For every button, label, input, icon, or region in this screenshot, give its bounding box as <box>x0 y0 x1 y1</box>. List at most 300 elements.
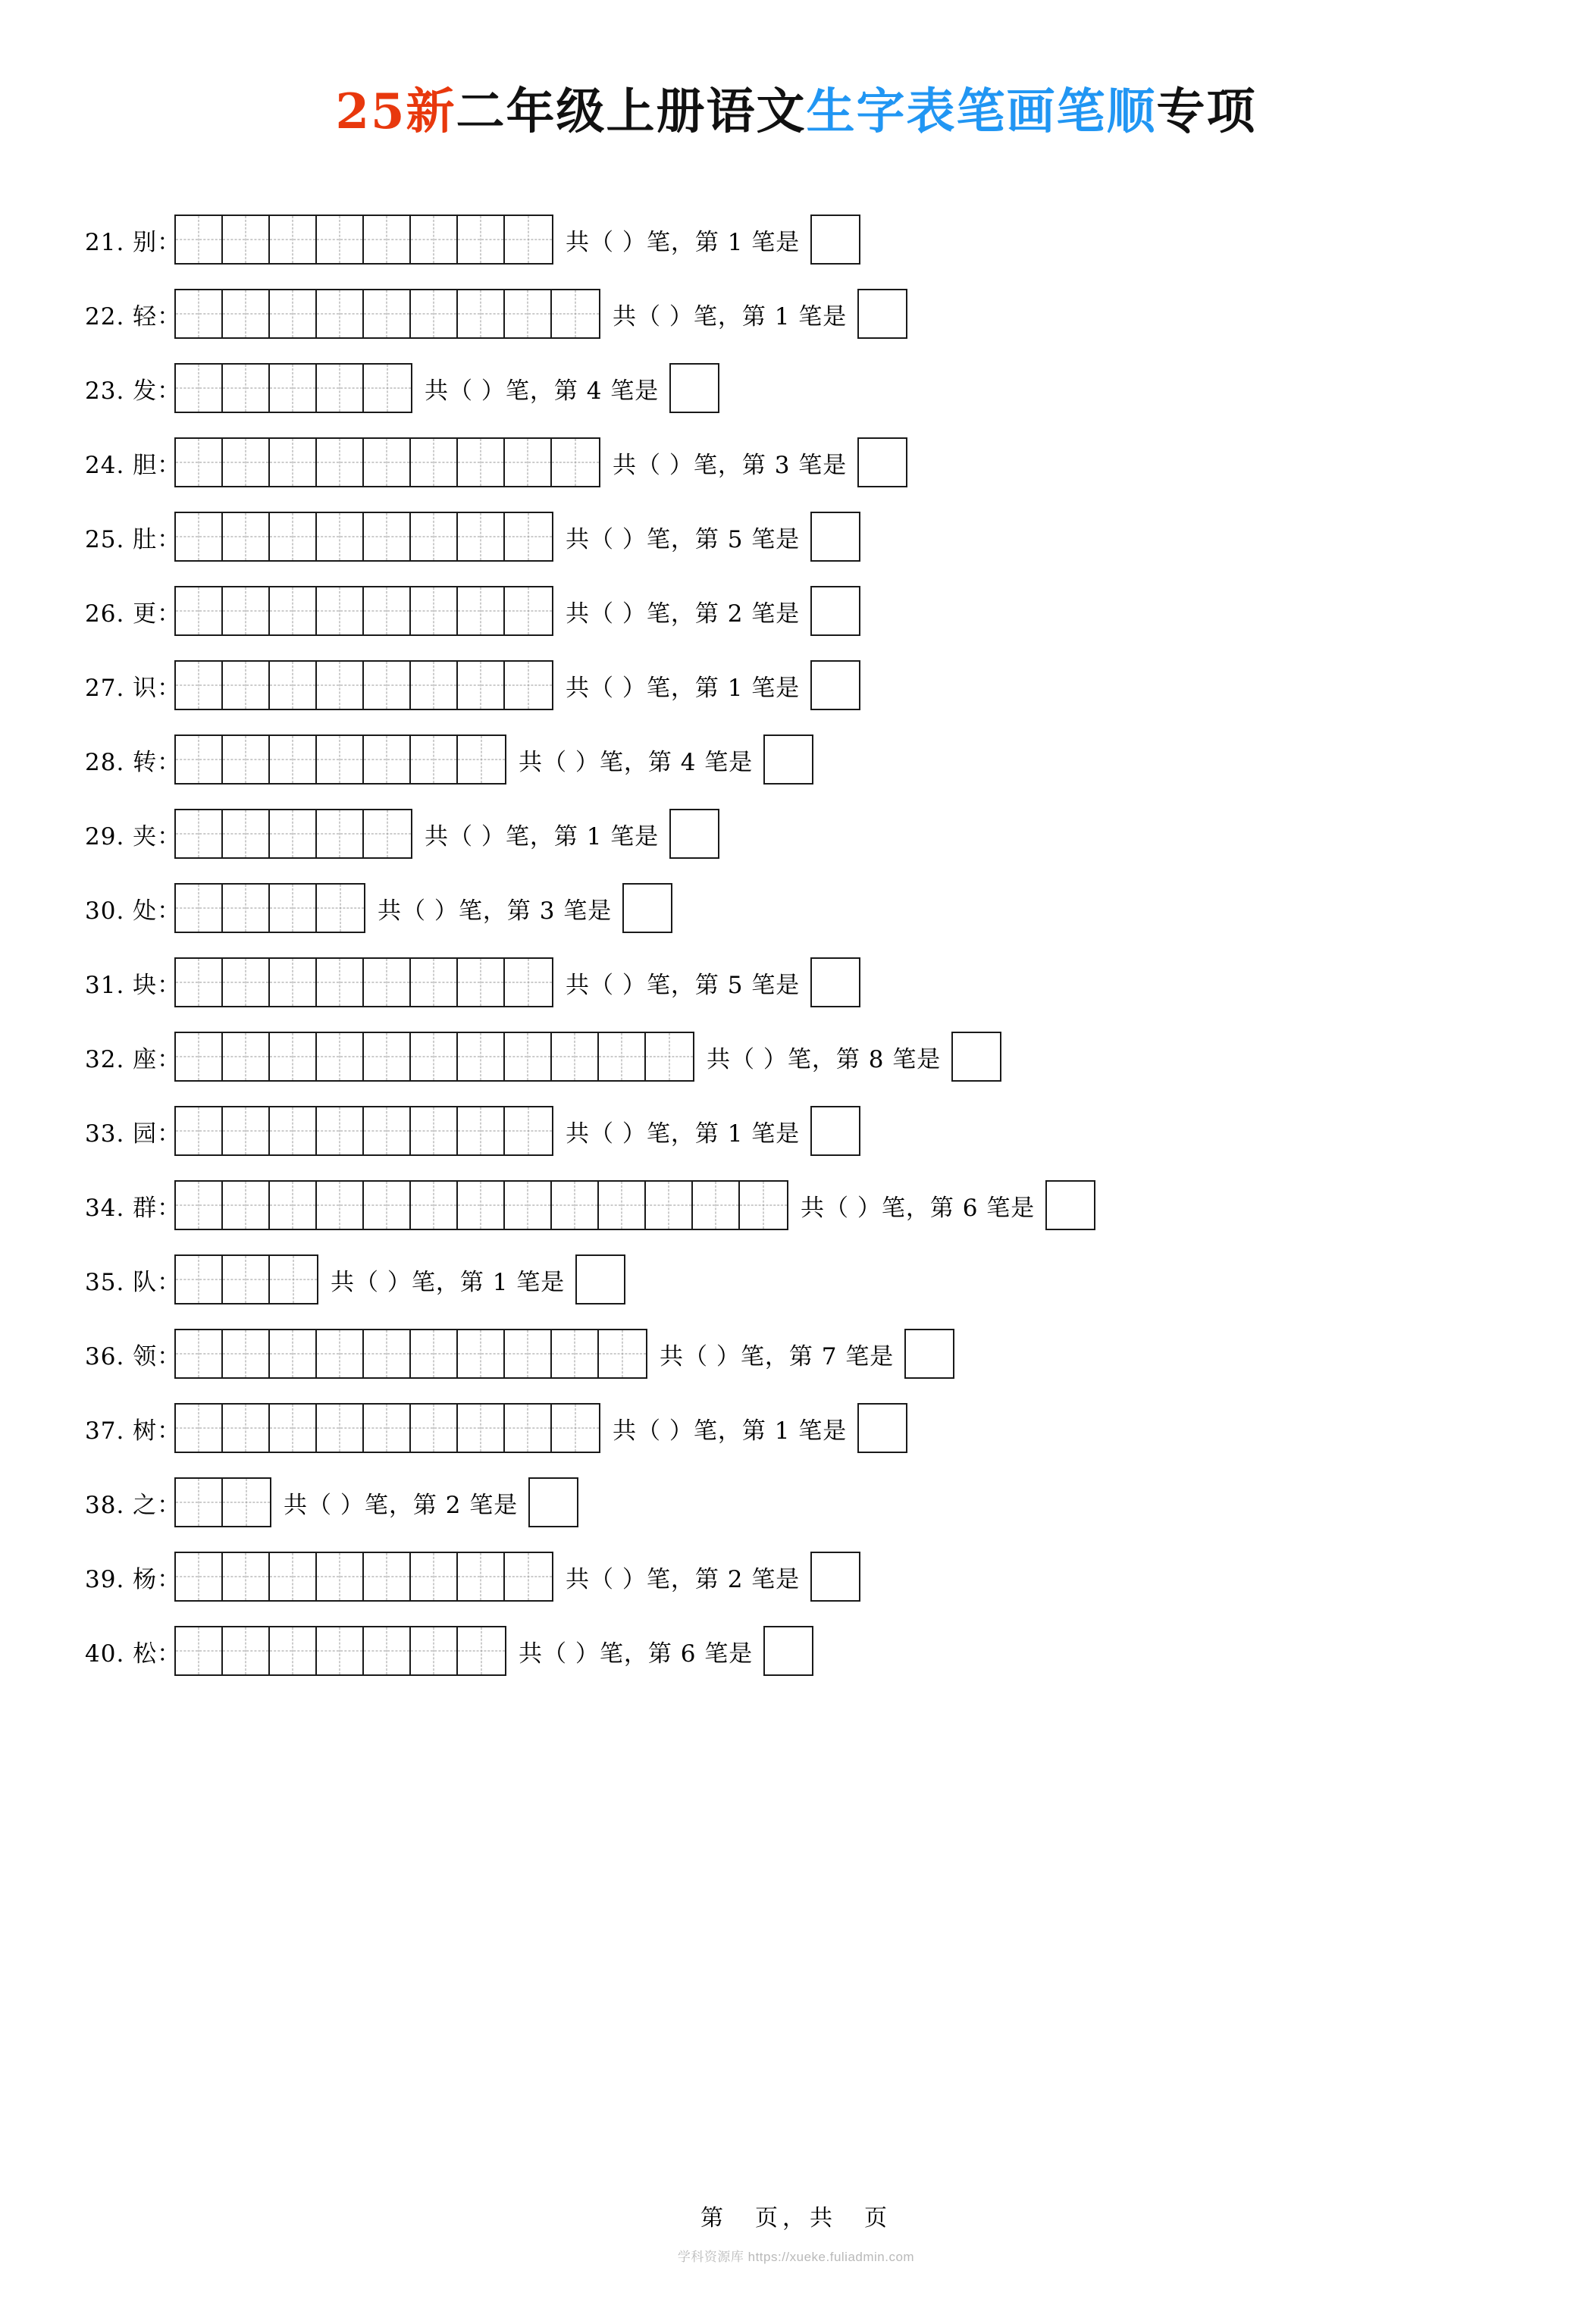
practice-cell[interactable] <box>411 1330 458 1377</box>
cell-guide-vertical <box>528 1553 529 1600</box>
practice-cell[interactable] <box>411 1182 458 1229</box>
practice-grid[interactable] <box>174 363 412 413</box>
cell-guide-horizontal <box>223 1502 270 1503</box>
practice-cell[interactable] <box>364 439 411 486</box>
practice-cell[interactable] <box>458 1033 505 1080</box>
cell-guide-horizontal <box>270 388 315 389</box>
cell-guide-vertical <box>575 439 576 486</box>
cell-guide-horizontal <box>458 685 503 686</box>
practice-cell[interactable] <box>176 1182 223 1229</box>
practice-cell[interactable] <box>270 662 317 709</box>
answer-box[interactable] <box>763 734 813 785</box>
practice-grid[interactable] <box>174 660 553 710</box>
title-part-blue: 生字表笔画笔顺 <box>806 83 1157 140</box>
exercise-row <box>85 1169 1531 1242</box>
page-title <box>0 73 1592 143</box>
practice-cell[interactable] <box>317 885 364 932</box>
practice-cell[interactable] <box>599 1330 646 1377</box>
footer-page-line: 第 页，共 页 <box>700 2205 892 2232</box>
cell-guide-horizontal <box>270 314 315 315</box>
exercise-row <box>85 500 1531 573</box>
practice-cell[interactable] <box>411 216 458 263</box>
practice-cell[interactable] <box>458 662 505 709</box>
practice-cell[interactable] <box>505 1330 552 1377</box>
row-label: 25. 肚： <box>85 525 182 553</box>
row-question-text: 共（ ）笔，第 8 笔是 <box>707 1045 942 1073</box>
answer-box[interactable] <box>810 512 860 562</box>
practice-cell[interactable] <box>317 290 364 337</box>
footer-watermark: 学科资源库 https://xueke.fuliadmin.com <box>677 2250 915 2264</box>
row-label: 40. 松： <box>85 1640 182 1668</box>
practice-cell[interactable] <box>505 513 552 560</box>
practice-cell[interactable] <box>176 1107 223 1154</box>
cell-guide-horizontal <box>364 1354 409 1355</box>
practice-cell[interactable] <box>505 439 552 486</box>
practice-cell[interactable] <box>364 587 411 634</box>
cell-guide-horizontal <box>411 611 456 612</box>
practice-cell[interactable] <box>176 1627 223 1674</box>
practice-cell[interactable] <box>223 439 270 486</box>
answer-box[interactable] <box>857 437 907 487</box>
cell-guide-horizontal <box>411 1131 456 1132</box>
cell-guide-vertical <box>481 736 482 783</box>
cell-guide-horizontal <box>176 611 221 612</box>
row-question-text: 共（ ）笔，第 1 笔是 <box>425 822 660 850</box>
cell-guide-horizontal <box>223 1354 268 1355</box>
practice-cell[interactable] <box>317 1330 364 1377</box>
practice-cell[interactable] <box>223 959 270 1006</box>
practice-cell[interactable] <box>505 662 552 709</box>
practice-cell[interactable] <box>317 513 364 560</box>
practice-cell[interactable] <box>364 365 411 412</box>
practice-cell[interactable] <box>505 1553 552 1600</box>
row-question-text: 共（ ）笔，第 6 笔是 <box>801 1194 1036 1222</box>
practice-grid[interactable] <box>174 1403 600 1453</box>
practice-cell[interactable] <box>599 1033 646 1080</box>
cell-guide-vertical <box>340 885 341 932</box>
answer-box[interactable] <box>763 1626 813 1676</box>
answer-box[interactable] <box>1045 1180 1095 1230</box>
row-question-text: 共（ ）笔，第 7 笔是 <box>660 1342 895 1370</box>
practice-grid[interactable] <box>174 1329 647 1379</box>
practice-cell[interactable] <box>505 1182 552 1229</box>
practice-grid[interactable] <box>174 1552 553 1602</box>
cell-guide-horizontal <box>270 982 315 983</box>
exercise-row <box>85 1317 1531 1390</box>
practice-cell[interactable] <box>364 1405 411 1452</box>
practice-cell[interactable] <box>176 885 223 932</box>
cell-guide-horizontal <box>223 388 268 389</box>
practice-cell[interactable] <box>317 959 364 1006</box>
practice-cell[interactable] <box>270 1553 317 1600</box>
practice-cell[interactable] <box>223 513 270 560</box>
practice-cell[interactable] <box>317 1107 364 1154</box>
practice-cell[interactable] <box>458 1405 505 1452</box>
practice-grid[interactable] <box>174 809 412 859</box>
cell-guide-horizontal <box>458 314 503 315</box>
practice-cell[interactable] <box>223 1553 270 1600</box>
practice-cell[interactable] <box>364 959 411 1006</box>
practice-cell[interactable] <box>411 290 458 337</box>
practice-grid[interactable] <box>174 1477 271 1527</box>
cell-guide-horizontal <box>270 462 315 463</box>
cell-guide-horizontal <box>317 908 364 909</box>
row-question-text: 共（ ）笔，第 2 笔是 <box>566 600 801 628</box>
practice-cell[interactable] <box>317 1627 364 1674</box>
practice-cell[interactable] <box>176 1256 223 1303</box>
practice-cell[interactable] <box>505 959 552 1006</box>
cell-guide-horizontal <box>176 1651 221 1652</box>
practice-cell[interactable] <box>223 1405 270 1452</box>
cell-guide-horizontal <box>505 314 550 315</box>
practice-cell[interactable] <box>458 1553 505 1600</box>
practice-cell[interactable] <box>458 290 505 337</box>
cell-guide-horizontal <box>176 1205 221 1206</box>
practice-cell[interactable] <box>317 365 364 412</box>
practice-cell[interactable] <box>270 439 317 486</box>
cell-guide-horizontal <box>317 834 362 835</box>
practice-cell[interactable] <box>223 1256 270 1303</box>
practice-grid[interactable] <box>174 1180 788 1230</box>
practice-cell[interactable] <box>223 885 270 932</box>
practice-cell[interactable] <box>176 959 223 1006</box>
cell-guide-vertical <box>575 290 576 337</box>
cell-guide-vertical <box>387 365 388 412</box>
practice-cell[interactable] <box>411 1405 458 1452</box>
practice-cell[interactable] <box>223 1479 270 1526</box>
cell-guide-horizontal <box>317 462 362 463</box>
cell-guide-horizontal <box>176 1428 221 1429</box>
practice-cell[interactable] <box>176 1033 223 1080</box>
practice-cell[interactable] <box>552 1033 599 1080</box>
cell-guide-horizontal <box>270 834 315 835</box>
practice-cell[interactable] <box>223 1033 270 1080</box>
practice-cell[interactable] <box>411 1107 458 1154</box>
practice-grid[interactable] <box>174 512 553 562</box>
exercise-row <box>85 723 1531 796</box>
practice-cell[interactable] <box>270 959 317 1006</box>
row-label: 39. 杨： <box>85 1565 182 1593</box>
cell-guide-horizontal <box>317 982 362 983</box>
practice-cell[interactable] <box>505 216 552 263</box>
practice-cell[interactable] <box>552 1405 599 1452</box>
practice-cell[interactable] <box>176 290 223 337</box>
practice-cell[interactable] <box>223 1627 270 1674</box>
row-label: 31. 块： <box>85 971 182 999</box>
practice-cell[interactable] <box>223 1330 270 1377</box>
practice-cell[interactable] <box>317 587 364 634</box>
exercise-row <box>85 946 1531 1019</box>
practice-grid[interactable] <box>174 734 506 785</box>
answer-box[interactable] <box>622 883 672 933</box>
practice-cell[interactable] <box>317 1182 364 1229</box>
cell-guide-horizontal <box>458 1131 503 1132</box>
answer-box[interactable] <box>669 363 719 413</box>
cell-guide-horizontal <box>364 462 409 463</box>
practice-cell[interactable] <box>364 662 411 709</box>
practice-cell[interactable] <box>270 290 317 337</box>
answer-box[interactable] <box>810 660 860 710</box>
answer-box[interactable] <box>810 957 860 1007</box>
cell-guide-horizontal <box>364 1131 409 1132</box>
practice-cell[interactable] <box>176 216 223 263</box>
practice-cell[interactable] <box>458 513 505 560</box>
practice-cell[interactable] <box>223 1107 270 1154</box>
answer-box[interactable] <box>528 1477 578 1527</box>
practice-cell[interactable] <box>364 736 411 783</box>
practice-cell[interactable] <box>317 439 364 486</box>
cell-guide-horizontal <box>223 1428 268 1429</box>
cell-guide-horizontal <box>270 611 315 612</box>
cell-guide-horizontal <box>458 1428 503 1429</box>
cell-guide-vertical <box>293 1256 294 1303</box>
cell-guide-horizontal <box>458 462 503 463</box>
practice-cell[interactable] <box>552 1330 599 1377</box>
exercise-row <box>85 1392 1531 1464</box>
answer-box[interactable] <box>810 1106 860 1156</box>
cell-guide-horizontal <box>223 314 268 315</box>
practice-cell[interactable] <box>270 1627 317 1674</box>
practice-grid[interactable] <box>174 289 600 339</box>
cell-guide-horizontal <box>552 462 599 463</box>
cell-guide-vertical <box>622 1330 623 1377</box>
practice-cell[interactable] <box>458 736 505 783</box>
cell-guide-vertical <box>528 216 529 263</box>
cell-guide-horizontal <box>317 1354 362 1355</box>
cell-guide-horizontal <box>693 1205 738 1206</box>
practice-cell[interactable] <box>740 1182 787 1229</box>
practice-grid[interactable] <box>174 215 553 265</box>
practice-cell[interactable] <box>176 1479 223 1526</box>
row-label: 27. 识： <box>85 674 182 702</box>
practice-cell[interactable] <box>176 810 223 857</box>
exercise-row <box>85 872 1531 944</box>
practice-cell[interactable] <box>505 587 552 634</box>
exercise-row <box>85 797 1531 870</box>
practice-cell[interactable] <box>364 513 411 560</box>
practice-cell[interactable] <box>317 1553 364 1600</box>
practice-cell[interactable] <box>411 662 458 709</box>
practice-cell[interactable] <box>458 1627 505 1674</box>
cell-guide-horizontal <box>176 314 221 315</box>
practice-cell[interactable] <box>270 1107 317 1154</box>
row-question-text: 共（ ）笔，第 1 笔是 <box>613 302 848 330</box>
exercise-row <box>85 575 1531 647</box>
practice-cell[interactable] <box>364 1553 411 1600</box>
answer-box[interactable] <box>857 289 907 339</box>
practice-cell[interactable] <box>176 439 223 486</box>
practice-cell[interactable] <box>364 1330 411 1377</box>
cell-guide-horizontal <box>176 685 221 686</box>
cell-guide-vertical <box>763 1182 764 1229</box>
practice-grid[interactable] <box>174 1254 318 1305</box>
practice-grid[interactable] <box>174 1626 506 1676</box>
practice-cell[interactable] <box>364 810 411 857</box>
practice-cell[interactable] <box>270 1033 317 1080</box>
practice-cell[interactable] <box>317 216 364 263</box>
cell-guide-horizontal <box>270 685 315 686</box>
cell-guide-horizontal <box>411 1651 456 1652</box>
practice-cell[interactable] <box>458 216 505 263</box>
practice-cell[interactable] <box>223 365 270 412</box>
practice-cell[interactable] <box>458 1330 505 1377</box>
practice-cell[interactable] <box>223 587 270 634</box>
answer-box[interactable] <box>810 215 860 265</box>
practice-cell[interactable] <box>176 513 223 560</box>
cell-guide-vertical <box>669 1033 670 1080</box>
cell-guide-vertical <box>528 587 529 634</box>
practice-cell[interactable] <box>176 662 223 709</box>
practice-cell[interactable] <box>458 1182 505 1229</box>
cell-guide-horizontal <box>270 1205 315 1206</box>
practice-cell[interactable] <box>364 1627 411 1674</box>
practice-cell[interactable] <box>270 513 317 560</box>
cell-guide-horizontal <box>458 1354 503 1355</box>
practice-grid[interactable] <box>174 1106 553 1156</box>
cell-guide-vertical <box>481 1627 482 1674</box>
row-question-text: 共（ ）笔，第 3 笔是 <box>613 451 848 479</box>
practice-cell[interactable] <box>317 662 364 709</box>
practice-grid[interactable] <box>174 586 553 636</box>
practice-cell[interactable] <box>458 587 505 634</box>
practice-grid[interactable] <box>174 1032 694 1082</box>
practice-cell[interactable] <box>176 365 223 412</box>
practice-cell[interactable] <box>176 587 223 634</box>
row-label: 23. 发： <box>85 377 182 405</box>
cell-guide-horizontal <box>411 982 456 983</box>
answer-box[interactable] <box>810 586 860 636</box>
practice-cell[interactable] <box>270 736 317 783</box>
cell-guide-horizontal <box>411 1205 456 1206</box>
row-label: 24. 胆： <box>85 451 182 479</box>
cell-guide-horizontal <box>411 462 456 463</box>
worksheet-page <box>0 73 1592 2324</box>
exercise-row <box>85 352 1531 424</box>
answer-box[interactable] <box>810 1552 860 1602</box>
cell-guide-horizontal <box>552 1205 597 1206</box>
practice-cell[interactable] <box>364 216 411 263</box>
practice-cell[interactable] <box>411 513 458 560</box>
practice-cell[interactable] <box>176 1553 223 1600</box>
practice-cell[interactable] <box>505 1033 552 1080</box>
practice-cell[interactable] <box>505 1107 552 1154</box>
cell-guide-horizontal <box>317 388 362 389</box>
practice-cell[interactable] <box>505 290 552 337</box>
practice-cell[interactable] <box>270 1256 317 1303</box>
practice-cell[interactable] <box>223 290 270 337</box>
cell-guide-horizontal <box>364 1205 409 1206</box>
practice-cell[interactable] <box>693 1182 740 1229</box>
cell-guide-horizontal <box>552 1428 599 1429</box>
practice-cell[interactable] <box>317 1033 364 1080</box>
cell-guide-horizontal <box>223 1279 268 1280</box>
cell-guide-horizontal <box>223 1651 268 1652</box>
practice-cell[interactable] <box>364 1107 411 1154</box>
practice-cell[interactable] <box>411 736 458 783</box>
cell-guide-horizontal <box>411 1428 456 1429</box>
row-label: 38. 之： <box>85 1491 182 1519</box>
practice-cell[interactable] <box>223 216 270 263</box>
cell-guide-horizontal <box>176 1354 221 1355</box>
row-label: 34. 群： <box>85 1194 182 1222</box>
cell-guide-horizontal <box>176 908 221 909</box>
practice-cell[interactable] <box>270 810 317 857</box>
practice-grid[interactable] <box>174 883 365 933</box>
practice-cell[interactable] <box>270 1182 317 1229</box>
practice-cell[interactable] <box>411 587 458 634</box>
practice-cell[interactable] <box>223 736 270 783</box>
practice-cell[interactable] <box>270 365 317 412</box>
practice-grid[interactable] <box>174 957 553 1007</box>
row-label: 32. 座： <box>85 1045 182 1073</box>
answer-box[interactable] <box>575 1254 625 1305</box>
practice-cell[interactable] <box>270 587 317 634</box>
row-label: 30. 处： <box>85 897 182 925</box>
exercise-row <box>85 1243 1531 1316</box>
cell-guide-horizontal <box>223 982 268 983</box>
answer-box[interactable] <box>904 1329 954 1379</box>
practice-cell[interactable] <box>411 1627 458 1674</box>
answer-box[interactable] <box>951 1032 1001 1082</box>
cell-guide-vertical <box>575 1405 576 1452</box>
practice-cell[interactable] <box>270 216 317 263</box>
practice-cell[interactable] <box>458 1107 505 1154</box>
practice-cell[interactable] <box>411 439 458 486</box>
cell-guide-horizontal <box>270 1354 315 1355</box>
cell-guide-vertical <box>528 1107 529 1154</box>
exercise-rows <box>0 203 1592 1687</box>
practice-cell[interactable] <box>552 290 599 337</box>
row-question-text: 共（ ）笔，第 1 笔是 <box>566 1120 801 1148</box>
practice-cell[interactable] <box>317 1405 364 1452</box>
practice-cell[interactable] <box>364 1033 411 1080</box>
practice-cell[interactable] <box>176 736 223 783</box>
cell-guide-horizontal <box>176 1502 221 1503</box>
practice-cell[interactable] <box>411 1553 458 1600</box>
practice-cell[interactable] <box>552 439 599 486</box>
practice-cell[interactable] <box>176 1330 223 1377</box>
practice-cell[interactable] <box>505 1405 552 1452</box>
practice-cell[interactable] <box>317 810 364 857</box>
exercise-row <box>85 1466 1531 1539</box>
practice-cell[interactable] <box>176 1405 223 1452</box>
practice-cell[interactable] <box>411 959 458 1006</box>
practice-cell[interactable] <box>458 959 505 1006</box>
practice-cell[interactable] <box>552 1182 599 1229</box>
practice-cell[interactable] <box>270 1330 317 1377</box>
practice-cell[interactable] <box>646 1033 693 1080</box>
practice-cell[interactable] <box>599 1182 646 1229</box>
practice-cell[interactable] <box>223 810 270 857</box>
cell-guide-horizontal <box>505 685 552 686</box>
practice-cell[interactable] <box>364 1182 411 1229</box>
practice-cell[interactable] <box>317 736 364 783</box>
practice-grid[interactable] <box>174 437 600 487</box>
practice-cell[interactable] <box>364 290 411 337</box>
practice-cell[interactable] <box>458 439 505 486</box>
cell-guide-horizontal <box>364 982 409 983</box>
exercise-row <box>85 649 1531 722</box>
practice-cell[interactable] <box>646 1182 693 1229</box>
practice-cell[interactable] <box>270 885 317 932</box>
answer-box[interactable] <box>857 1403 907 1453</box>
practice-cell[interactable] <box>411 1033 458 1080</box>
practice-cell[interactable] <box>270 1405 317 1452</box>
answer-box[interactable] <box>669 809 719 859</box>
cell-guide-horizontal <box>458 1651 505 1652</box>
practice-cell[interactable] <box>223 662 270 709</box>
practice-cell[interactable] <box>223 1182 270 1229</box>
